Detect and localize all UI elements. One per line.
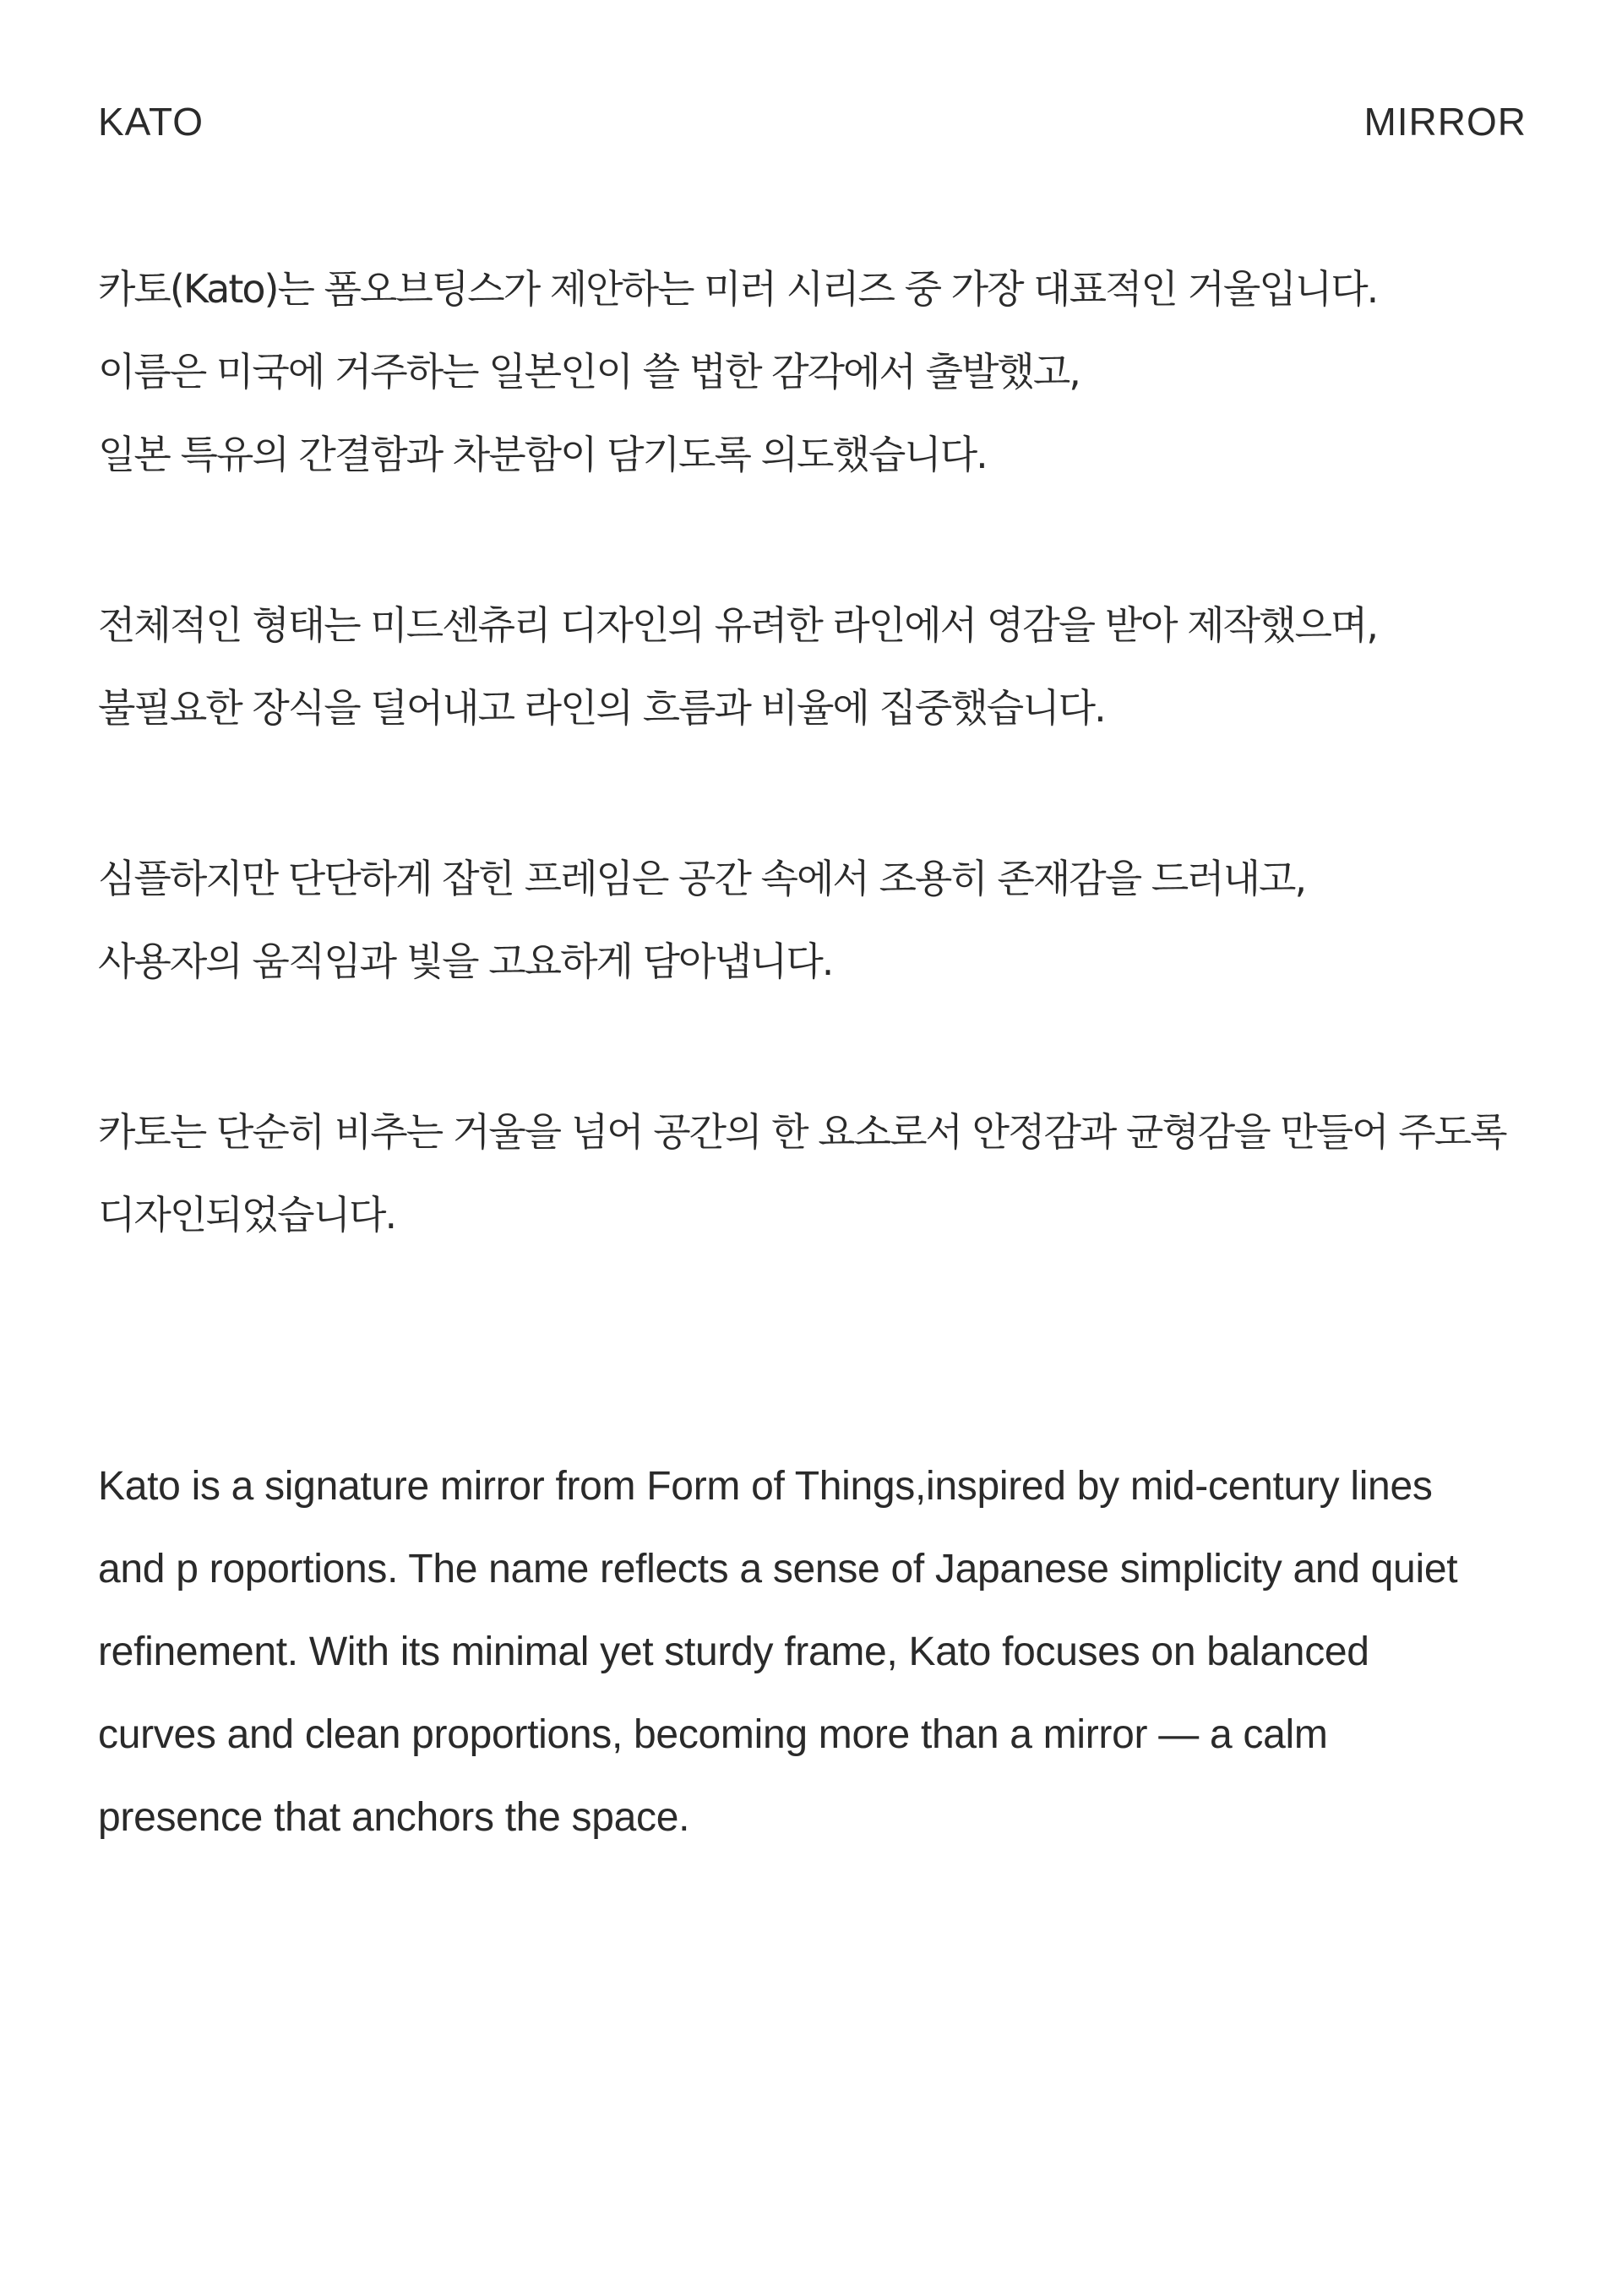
- english-description: [98, 1458, 1534, 1872]
- text-line: 불필요한 장식을 덜어내고 라인의 흐름과 비율에 집중했습니다.: [98, 685, 1105, 731]
- korean-paragraph-2: [98, 596, 1534, 762]
- text-line: 심플하지만 단단하게 잡힌 프레임은 공간 속에서 조용히 존재감을 드러내고,: [98, 856, 1306, 901]
- text-line: 디자인되었습니다.: [98, 1192, 396, 1238]
- text-line: refinement. With its minimal yet sturdy frame, Kato focuses on balanced: [98, 1630, 1369, 1674]
- text-line: 카토(Kato)는 폼오브팅스가 제안하는 미러 시리즈 중 가장 대표적인 거울입니다.: [98, 266, 1378, 312]
- korean-description: [98, 260, 1534, 1269]
- text-line: curves and clean proportions, becoming more than a mirror — a calm: [98, 1712, 1328, 1757]
- korean-paragraph-3: [98, 850, 1534, 1015]
- text-line: 사용자의 움직임과 빛을 고요하게 담아냅니다.: [98, 939, 833, 984]
- product-category: MIRROR: [1363, 100, 1527, 144]
- text-line: 카토는 단순히 비추는 거울을 넘어 공간의 한 요소로서 안정감과 균형감을 만들어 주도록: [98, 1109, 1506, 1155]
- text-line: Kato is a signature mirror from Form of Things,inspired by mid-century lines: [98, 1464, 1433, 1509]
- text-line: 일본 특유의 간결함과 차분함이 담기도록 의도했습니다.: [98, 432, 987, 477]
- korean-paragraph-1: [98, 260, 1534, 509]
- text-line: presence that anchors the space.: [98, 1795, 690, 1840]
- brand-name: KATO: [98, 100, 204, 144]
- text-line: and p roportions. The name reflects a sense of Japanese simplicity and quiet: [98, 1547, 1458, 1591]
- korean-paragraph-4: [98, 1103, 1534, 1269]
- page-header: [98, 96, 1527, 147]
- text-line: 전체적인 형태는 미드센츄리 디자인의 유려한 라인에서 영감을 받아 제작했으며,: [98, 602, 1377, 648]
- text-line: 이름은 미국에 거주하는 일본인이 쓸 법한 감각에서 출발했고,: [98, 349, 1080, 394]
